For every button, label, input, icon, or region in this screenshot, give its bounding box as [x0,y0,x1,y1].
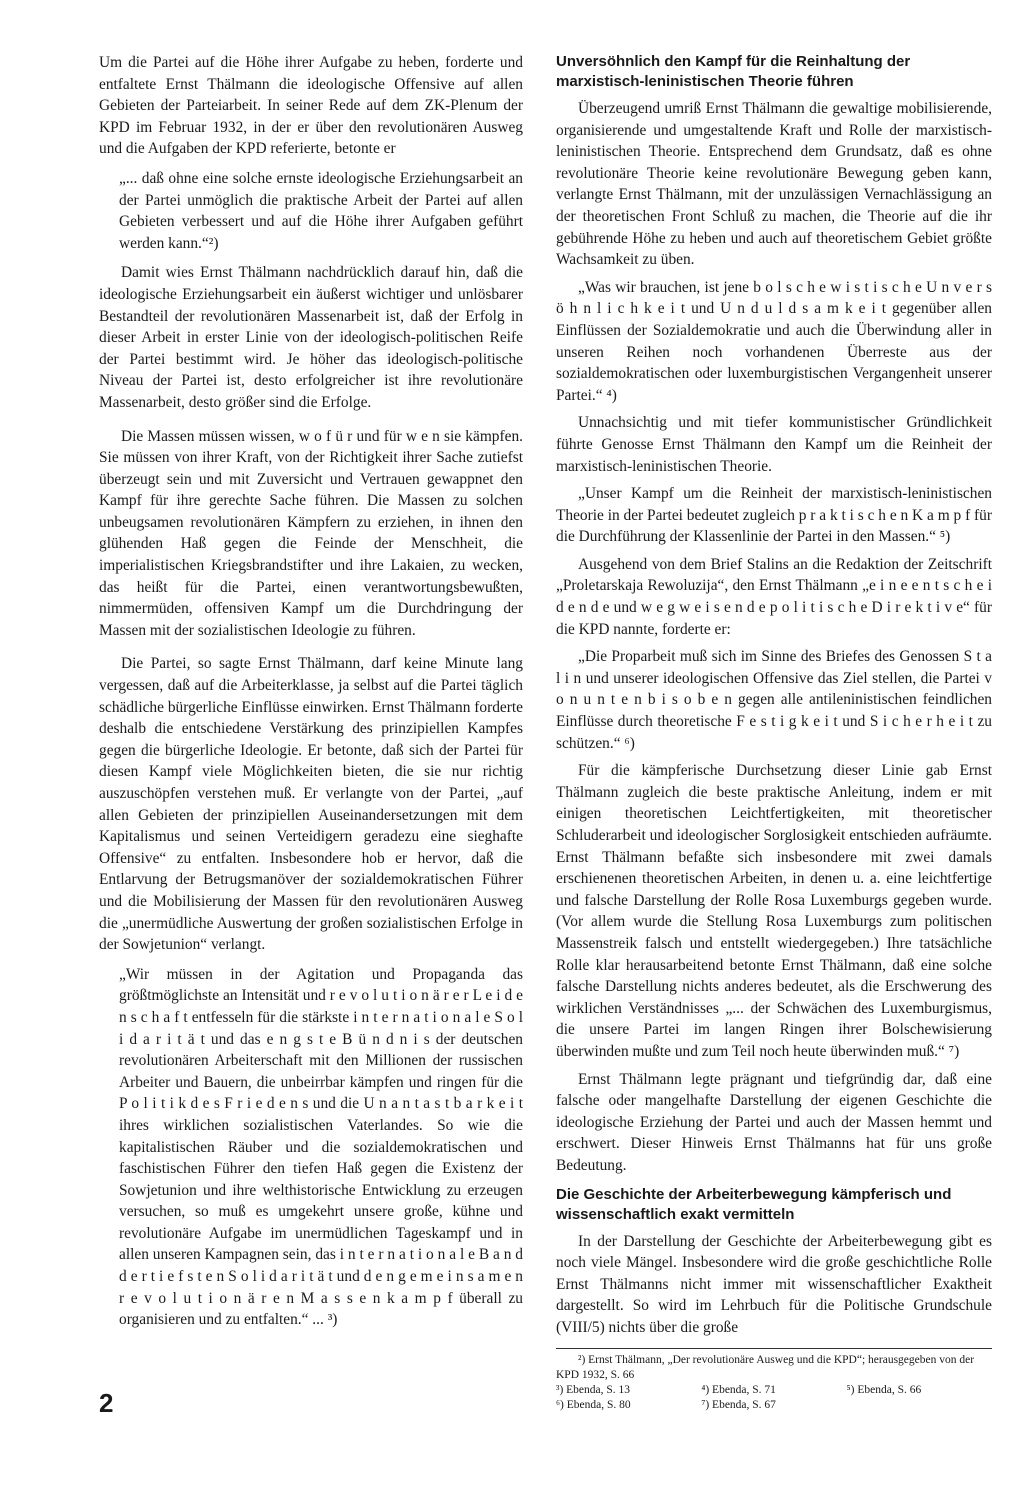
paragraph: Überzeugend umriß Ernst Thälmann die gewaltige mobilisierende, organisierende und umgestaltende Kraft und Rolle der marxistisch-leninistischen Theorie. Entsprechend dem Grundsatz, daß es ohne revolutionäre Theorie keine revolutionäre Bewegung geben kann, verlangte Ernst Thälmann, mit der unzulässigen Vernachlässigung an der theoretischen Front Schluß zu machen, die Theorie auf die ihr gebührende Höhe zu heben und auch auf theoretischem Gebiet größte Wachsamkeit zu üben. [556,100,992,269]
paragraph: Damit wies Ernst Thälmann nachdrücklich darauf hin, daß die ideologische Erziehungsarbeit ein äußerst wichtiger und unlösbarer Bestandteil der revolutionären Massenarbeit ist, daß der Erfolg in dieser Arbeit in erster Linie von der ideologisch-politischen Reife der Partei bestimmt wird. Je höher das ideologisch-politische Niveau der Partei ist, desto erfolgreicher ist ihre revolutionäre Massenarbeit, desto größer sind die Erfolge. [99,264,523,411]
quotation [119,964,523,1331]
quotation-text: „Wir müssen in der Agitation und Propaganda das größtmöglichste an Intensität und r e v o l u t i o n ä r e r L e i d e n s c h a f t entfesseln für die stärkste i n t e r n a t i o n a l e S o l i d a r i t ä t und das e n g s t e B ü n d n i s der deutschen revolutionären Arbeiterschaft mit den Millionen der russischen Arbeiter und Bauern, die unbeirrbar kämpfen und ringen für die P o l i t i k d e s F r i e d e n s und die U n a n t a s t b a r k e i t ihres wirklichen sozialistischen Vaterlandes. So wie die kapitalistischen Räuber und die sozialdemokratischen und faschistischen Führer den tiefen Haß gegen die Existenz der Sowjetunion und ihre welthistorische Entwicklung zu erzeugen versuchen, so muß es umgekehrt unsere große, kühne und revolutionäre Aufgabe im unermüdlichen Tageskampf und in allen unseren Kampagnen sein, das i n t e r n a t i o n a l e B a n d d e r t i e f s t e n S o l i d a r i t ä t und d e n g e m e i n s a m e n r e v o l u t i o n ä r e n M a s s e n k a m p f überall zu organisieren und zu entfalten.“ ... ³) [119,965,523,1329]
quotation-text: „... daß ohne eine solche ernste ideologische Erziehungsarbeit an der Partei unmöglich die praktische Arbeit der Partei auf allen Gebieten verbessert und auf die Höhe ihrer Aufgaben geführt werden kann.“²) [119,169,523,252]
paragraph: Ernst Thälmann legte prägnant und tiefgründig dar, daß eine falsche oder mangelhafte Darstellung der eigenen Geschichte die ideologische Erziehung der Partei und auch der Massen hemmt und erschwert. Dieser Hinweis Ernst Thälmanns hat für uns große Bedeutung. [556,1070,992,1174]
paragraph: In der Darstellung der Geschichte der Arbeiterbewegung gibt es noch viele Mängel. Insbesondere wird die große geschichtliche Rolle Ernst Thälmanns nicht immer mit wissenschaftlicher Exaktheit dargestellt. So wird im Lehrbuch für die Politische Grundschule (VIII/5) nichts über die große [556,1232,992,1336]
paragraph: Ausgehend von dem Brief Stalins an die Redaktion der Zeitschrift „Proletarskaja Rewoluzija“, den Ernst Thälmann „e i n e e n t s c h e i d e n d e und w e g w e i s e n d e p o l i t i s c h e D i r e k t i v e“ für die KPD nannte, forderte er: [556,555,992,638]
quotation-text: „Die Proparbeit muß sich im Sinne des Briefes des Genossen S t a l i n und unserer ideologischen Offensive das Ziel stellen, die Partei v o n u n t e n b i s o b e n gegen alle antileninistischen feindlichen Einflüsse durch theoretische F e s t i g k e i t und S i c h e r h e i t zu schützen.“ ⁶) [556,648,992,752]
section-heading: Die Geschichte der Arbeiterbewegung kämpferisch und wissenschaftlich exakt vermitteln [556,1185,952,1223]
page-number: 2 [99,1388,114,1418]
quotation-text: „Unser Kampf um die Reinheit der marxistisch-leninistischen Theorie in der Partei bedeutet zugleich p r a k t i s c h e n K a m p f für die Durchführung der Klassenlinie der Partei in den Massen.“ ⁵) [556,485,992,546]
footnote: ⁵) Ebenda, S. 66 [846,1384,922,1397]
paragraph: Unnachsichtig und mit tiefer kommunistischer Gründlichkeit führte Genosse Ernst Thälmann den Kampf um die Reinheit der marxistisch-leninistischen Theorie. [556,414,992,475]
quotation [119,168,523,254]
footnote-row [556,1398,992,1413]
footnote-row [556,1383,992,1398]
paragraph: Für die kämpferische Durchsetzung dieser Linie gab Ernst Thälmann zugleich die beste praktische Anleitung, indem er mit einigen theoretischen Leichtfertigkeiten, mit theoretischer Schluderarbeit und ideologischer Sorglosigkeit entschieden aufräumte. Ernst Thälmann befaßte sich insbesondere mit zwei damals erschienenen theoretischen Arbeiten, in denen u. a. eine leichtfertige und falsche Darstellung der Rolle Rosa Luxemburgs gegeben wurde. (Vor allem wurde die Stellung Rosa Luxemburgs zum politischen Massenstreik falsch und entstellt wiedergegeben.) Ihre tatsächliche Rolle klar herausarbeitend betonte Ernst Thälmann, daß eine solche falsche Darstellung nichts anderes bedeutet, als die Erschwerung des wirklichen Verständnisses „... der Schwächen des Luxemburgismus, die unsere Partei im langen Ringen ihrer Bolschewisierung überwinden mußte und zum Teil noch heute überwinden muß.“ ⁷) [556,762,992,1060]
footnote: ⁷) Ebenda, S. 67 [701,1399,776,1412]
footnote: ²) Ernst Thälmann, „Der revolutionäre Ausweg und die KPD“; herausgegeben von der KPD 1932, S. 66 [556,1354,975,1382]
quotation-text: „Was wir brauchen, ist jene b o l s c h e w i s t i s c h e U n v e r s ö h n l i c h k e i t und U n d u l d s a m k e i t gegenüber allen Einflüssen der Sozialdemokratie und auch die Überwindung aller in unseren Reihen noch vorhandenen Überreste aus der sozialdemokratischen oder luxemburgistischen Vergangenheit unserer Partei.“ ⁴) [556,278,992,404]
paragraph: Die Massen müssen wissen, w o f ü r und für w e n sie kämpfen. Sie müssen von ihrer Kraft, von der Richtigkeit ihrer Sache zutiefst überzeugt sein und mit Zuversicht und Vertrauen gewappnet den Kampf für ihre gerechte Sache führen. Die Massen zu solchen unbeugsamen revolutionären Kämpfern zu erziehen, in ihnen den glühenden Haß gegen die Feinde der Menschheit, die imperialistischen Kriegsbrandstifter und ihre Lakaien, zu wecken, das heißt für die Partei, einen verantwortungsbewußten, nimmermüden, offensiven Kampf um die Durchdringung der Massen mit der sozialistischen Ideologie zu führen. [99,427,523,639]
paragraph: Die Partei, so sagte Ernst Thälmann, darf keine Minute lang vergessen, daß auf die Arbeiterklasse, ja selbst auf die Partei täglich schädliche bürgerliche Einflüsse einwirken. Ernst Thälmann forderte deshalb die entschiedene Verstärkung des prinzipiellen Kampfes gegen die bürgerliche Ideologie. Er betonte, daß sich der Partei für diesen Kampf viele Möglichkeiten bieten, die sie nur richtig auszuschöpfen verstehen muß. Er verlangte von der Partei, „auf allen Gebieten der prinzipiellen Auseinandersetzungen mit dem Kapitalismus und seinen Verteidigern geradezu eine sieghafte Offensive“ zu entfalten. Insbesondere hob er hervor, daß die Entlarvung der Betrugsmanöver der sozialdemokratischen Führer und die Mobilisierung der Massen für den revolutionären Ausweg die „unermüdliche Auswertung der großen sozialistischen Erfolge in der Sowjetunion“ verlangt. [99,655,523,954]
paragraph: Um die Partei auf die Höhe ihrer Aufgabe zu heben, forderte und entfaltete Ernst Thälmann die ideologische Offensive auf allen Gebieten der Parteiarbeit. In seiner Rede auf dem ZK-Plenum der KPD im Februar 1932, in der er über den revolutionären Ausweg und die Aufgaben der KPD referierte, betonte er [99,54,523,158]
footnote: ⁴) Ebenda, S. 71 [701,1384,776,1397]
footnote: ⁶) Ebenda, S. 80 [556,1399,631,1412]
footnote: ³) Ebenda, S. 13 [556,1384,631,1397]
section-heading: Unversöhnlich den Kampf für die Reinhaltung der marxistisch-leninistischen Theorie führen [556,53,911,90]
left-column [99,52,523,1339]
right-column [556,52,992,1413]
footnotes [556,1348,992,1413]
